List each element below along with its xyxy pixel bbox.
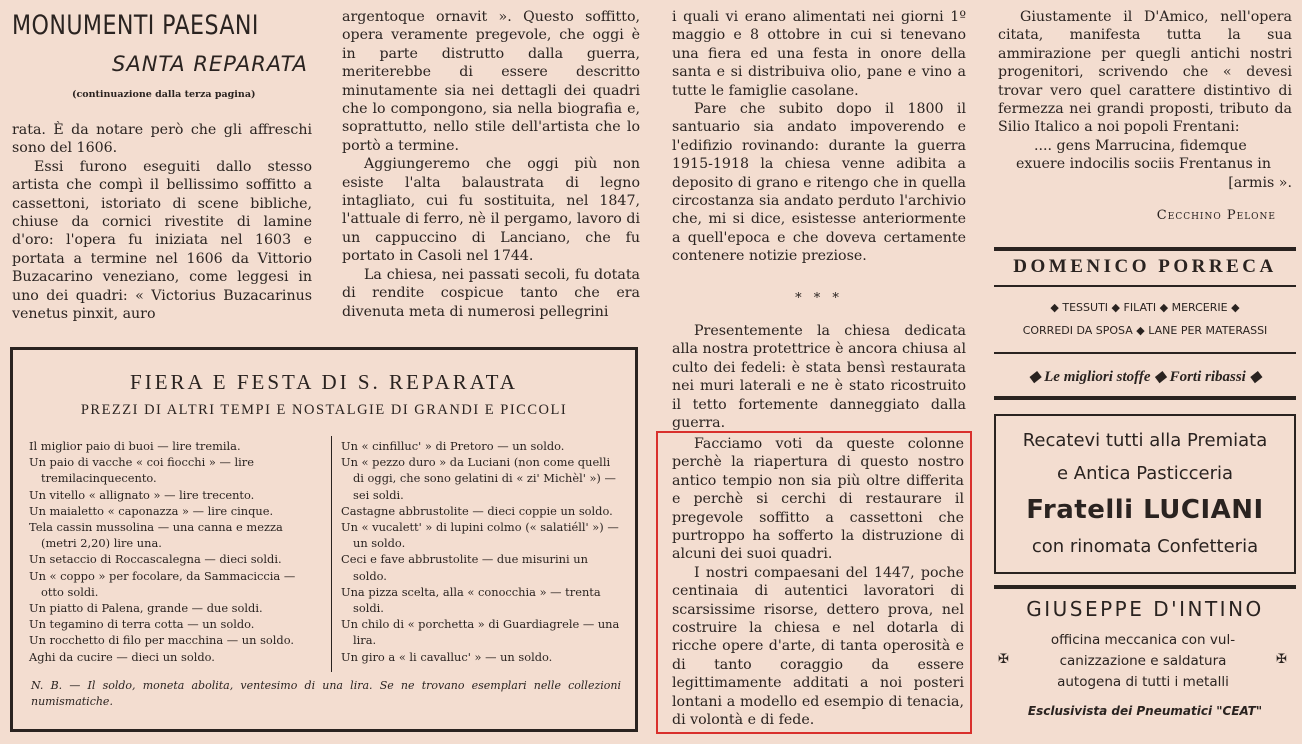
column-3 (672, 8, 966, 266)
slogan-text: Forti ribassi (1169, 369, 1246, 385)
paragraph: Pare che subito dopo il 1800 il santuario sia andato impoverendo e l'edifizio rovinando: durante la guerra 1915-1918 la chiesa venne adibita a deposito di grano e ritengo che in quella circostanza sia andato perduto l'archivio che, mi si dice, esistesse anteriormente a quell'epoca e che doveva certamente contenere notizie preziose. (672, 101, 966, 265)
ad-luciani-line2: e Antica Pasticceria (1056, 463, 1234, 484)
paragraph: Aggiungeremo che oggi più non esiste l'alta balaustrata di legno intagliato, cui fu sostituita, nel 1847, l'attuale di ferro, nè il pergamo, lavoro di un cappuccino di Lanciano, che fu portato in Casoli nel 1744. (342, 156, 640, 265)
ad-luciani-line1: Recatevi tutti alla Premiata (1022, 430, 1268, 451)
highlighted-text (672, 435, 964, 730)
paragraph: i quali vi erano alimentati nei giorni 1º maggio e 8 ottobre in cui si tenevano una fiera ed una festa in onore della santa e si distribuiva olio, pane e vino a tutte le famiglie casolane. (672, 9, 966, 99)
price-item: Un « coppo » per focolare, da Sammaciccia — otto soldi. (29, 568, 296, 599)
column-4 (998, 8, 1292, 192)
fiera-title: FIERA E FESTA DI S. REPARATA (130, 370, 518, 394)
cross-icon: ✠ (998, 652, 1009, 667)
ad-luciani-line3: con rinomata Confetteria (1031, 536, 1259, 557)
product-label: MERCERIE (1171, 301, 1228, 314)
price-item: Un « pezzo duro » da Luciani (non come quelli di oggi, che sono gelatini di « zi' Michèl' ») — sei soldi. (341, 455, 616, 502)
ad-rule-bottom (994, 396, 1296, 400)
ad-dintino-name: GIUSEPPE D'INTINO (1026, 597, 1264, 621)
ad-rule-top (994, 247, 1296, 251)
price-item: Tela cassin mussolina — una canna e mezza (metri 2,20) lire una. (29, 520, 283, 551)
price-item: Aghi da cucire — dieci un soldo. (29, 649, 215, 664)
paragraph: La chiesa, nei passati secoli, fu dotata di rendite cospicue tanto che era divenuta meta di numerosi pellegrini (342, 266, 640, 320)
ad-porreca-products (994, 301, 1296, 314)
article-title: MONUMENTI PAESANI (12, 10, 259, 41)
ad-porreca-slogan (994, 367, 1296, 386)
diamond-icon: ◆ (1111, 301, 1121, 314)
quote-line: [armis ». (1228, 174, 1292, 191)
fiera-list-left (29, 438, 321, 665)
diamond-icon: ◆ (1231, 301, 1240, 314)
price-item: Un piatto di Palena, grande — due soldi. (29, 601, 263, 616)
product-label: FILATI (1123, 301, 1157, 314)
price-item: Un « vucalett' » di lupini colmo (« salatiéll' ») — un soldo. (341, 520, 619, 551)
price-item: Un « cinfilluc' » di Pretoro — un soldo. (341, 439, 565, 453)
diamond-icon: ◆ (1136, 324, 1145, 337)
ad-luciani-name: Fratelli LUCIANI (1026, 495, 1264, 525)
column-divider (331, 436, 332, 672)
ad-dintino-description (1012, 630, 1274, 693)
product-label: TESSUTI (1062, 301, 1109, 314)
price-item: Un vitello « allignato » — lire trecento. (29, 487, 255, 502)
fiera-note: N. B. — Il soldo, moneta abolita, ventesimo di una lira. Se ne trovano esemplari nelle collezioni numismatiche. (31, 679, 621, 708)
price-item: Ceci e fave abbrustolite — due misurini un soldo. (341, 552, 588, 583)
quote-line: .... gens Marrucina, fidemque (1034, 137, 1247, 154)
paragraph: Presentemente la chiesa dedicata alla nostra protettrice è ancora chiusa al culto dei fedeli: è stata bensì restaurata nei muri laterali e ne è stato ricostruito il tetto fortemente danneggiato dalla guerra. (672, 323, 966, 432)
price-item: Un chilo di « porchetta » di Guardiagrele — una lira. (341, 617, 620, 648)
ad-rule (994, 352, 1296, 354)
ad-luciani-box (994, 414, 1296, 574)
fiera-price-box (10, 347, 638, 732)
description-line: officina meccanica con vul- (1050, 632, 1236, 648)
diamond-icon: ◆ (1159, 301, 1169, 314)
fiera-subtitle: PREZZI DI ALTRI TEMPI E NOSTALGIE DI GRANDI E PICCOLI (80, 402, 568, 418)
section-separator: * * * (795, 291, 843, 306)
paragraph: Essi furono eseguiti dallo stesso artista che compì il bellissimo soffitto a cassettoni, istoriato di scene bibliche, chiuse da cornici rivestite di lamine d'oro: l'opera fu iniziata nel 1603 e portata a termine nel 1606 da Vittorio Buzacarino veneziano, come leggesi in uno dei quadri: « Victorius Buzacarinus venetus pinxit, auro (12, 158, 312, 323)
price-item: Un tegamino di terra cotta — un soldo. (29, 617, 255, 632)
price-item: Un giro a « li cavalluc' » — un soldo. (341, 649, 553, 664)
price-item: Una pizza scelta, alla « conocchia » — trenta soldi. (341, 584, 601, 616)
paragraph: Giustamente il D'Amico, nell'opera citata, manifesta tutta la sua ammirazione per quegli antichi nostri progenitori, scrivendo che « devesi trovar vero quel carattere distintivo di fermezza nei grandi proposti, tributo da Silio Italico a noi popoli Frentani: (998, 9, 1292, 136)
column-3-lower (672, 322, 966, 432)
paragraph: argentoque ornavit ». Questo soffitto, opera veramente pregevole, che oggi è in parte distrutto dalla guerra, meriterebbe di essere descritto minutamente sia nei dettagli dei quadri che lo compongono, sia nella biografia e, soprattutto, nello stile dell'artista che lo portò a termine. (342, 9, 640, 154)
price-item: Un paio di vacche « coi fiocchi » — lire tremilacinquecento. (29, 455, 254, 486)
cross-icon: ✠ (1276, 652, 1287, 667)
column-2 (342, 8, 640, 321)
product-label: LANE PER MATERASSI (1148, 324, 1268, 337)
paragraph: Facciamo voti da queste colonne perchè la riapertura di questo nostro antico tempio non sia più oltre differita e perchè si cerchi di restaurare il pregevole soffitto a cassettoni che purtroppo ha sofferto la distruzione di alcuni dei suoi quadri. (672, 436, 964, 563)
price-item: Il miglior paio di buoi — lire tremila. (29, 439, 241, 453)
diamond-icon: ◆ (1154, 369, 1166, 385)
highlighted-region (656, 431, 972, 734)
diamond-icon: ◆ (1249, 369, 1262, 385)
ad-dintino-footer: Esclusivista dei Pneumatici "CEAT" (1027, 704, 1263, 718)
price-item: Un maialetto « caponazza » — lire cinque. (29, 503, 274, 518)
diamond-icon: ◆ (1050, 301, 1059, 314)
paragraph: I nostri compaesani del 1447, poche centinaia di autentici lavoratori di scarsissime risorse, dettero prova, nel costruire la chiesa e nel dotarla di ricche opere d'arte, di tanta operosità e di tanto coraggio da essere legittimamente additati a noi posteri lontani a modello ed esempio di tenacia, di volontà e di fede. (672, 564, 964, 729)
fiera-list-right (341, 438, 623, 665)
column-1 (12, 121, 312, 323)
article-subtitle: SANTA REPARATA (112, 52, 308, 76)
paragraph: rata. È da notare però che gli affreschi sono del 1606. (12, 122, 312, 157)
description-line: canizzazione e saldatura (1059, 653, 1227, 669)
slogan-text: Le migliori stoffe (1044, 369, 1151, 385)
ad-porreca-name: DOMENICO PORRECA (1013, 256, 1277, 277)
diamond-icon: ◆ (1028, 369, 1041, 385)
product-label: CORREDI DA SPOSA (1022, 324, 1133, 337)
continuation-note: (continuazione dalla terza pagina) (72, 89, 256, 100)
ad-porreca-products-2 (994, 324, 1296, 337)
price-item: Castagne abbrustolite — dieci coppie un soldo. (341, 503, 613, 518)
price-item: Un setaccio di Roccascalegna — dieci soldi. (29, 552, 282, 567)
author-signature: Cecchino Pelone (1156, 208, 1276, 223)
price-item: Un rocchetto di filo per macchina — un soldo. (29, 633, 294, 648)
ad-rule (994, 285, 1296, 287)
description-line: autogena di tutti i metalli (1057, 674, 1229, 690)
ad-rule-top (994, 585, 1296, 589)
quote-line: exuere indocilis sociis Frentanus in (1016, 156, 1271, 173)
